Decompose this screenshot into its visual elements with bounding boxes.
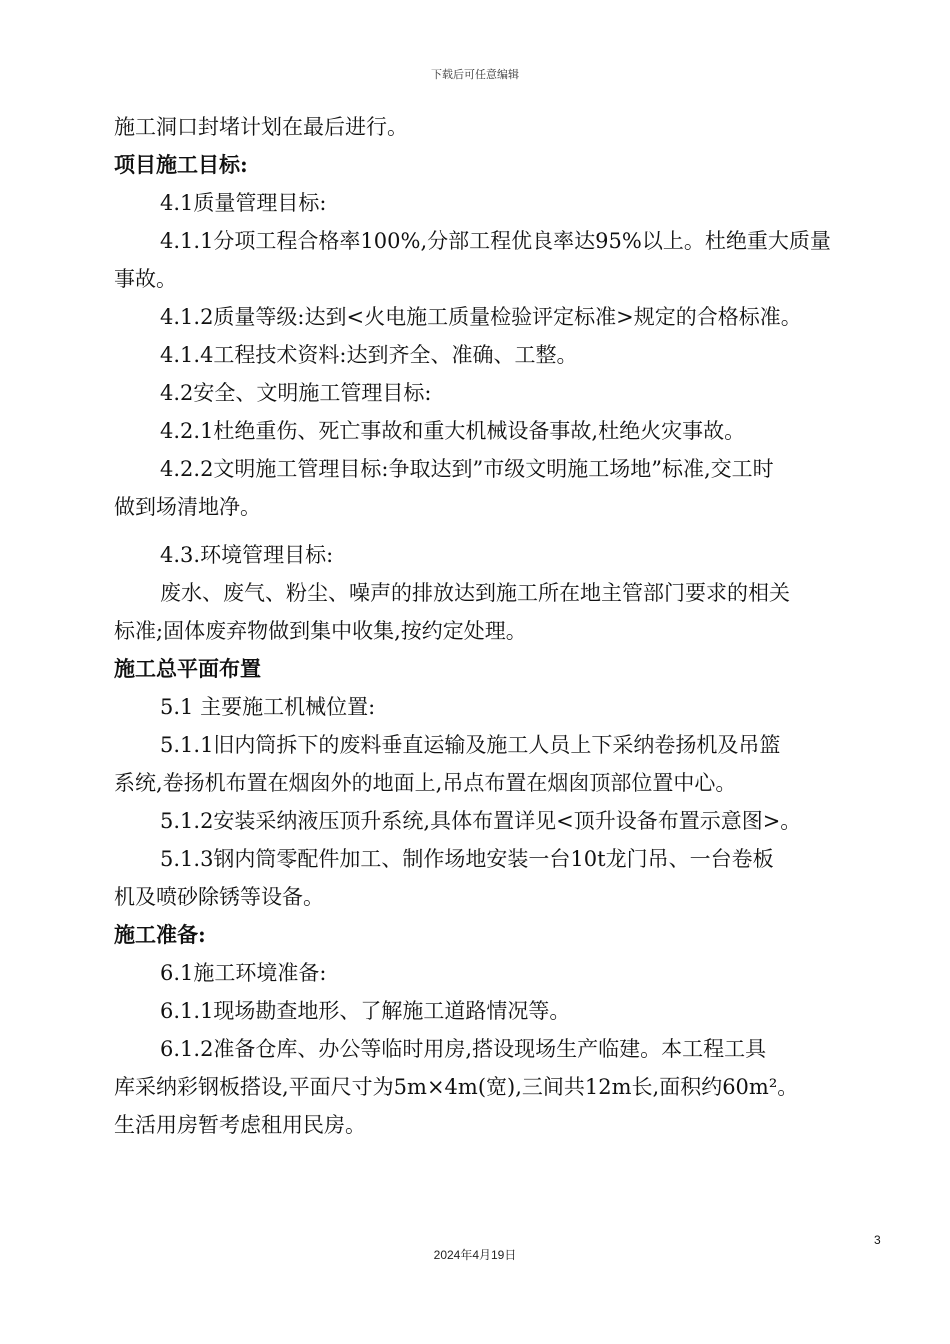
paragraph-line: 5.1.2安装采纳液压顶升系统,具体布置详见<顶升设备布置示意图>。 xyxy=(160,809,802,833)
paragraph-line: 做到场清地净。 xyxy=(114,495,261,519)
paragraph-line: 4.2.1杜绝重伤、死亡事故和重大机械设备事故,杜绝火灾事故。 xyxy=(160,419,746,443)
paragraph-line: 5.1.3钢内筒零配件加工、制作场地安装一台10t龙门吊、一台卷板 xyxy=(160,847,774,871)
paragraph-line: 库采纳彩钢板搭设,平面尺寸为5m×4m(宽),三间共12m长,面积约60m²。 xyxy=(114,1075,799,1099)
paragraph-line: 6.1.1现场勘查地形、了解施工道路情况等。 xyxy=(160,999,571,1023)
subsection-heading: 4.2安全、文明施工管理目标: xyxy=(160,381,432,405)
paragraph-line: 机及喷砂除锈等设备。 xyxy=(114,885,324,909)
paragraph-line: 生活用房暂考虑租用民房。 xyxy=(114,1113,366,1137)
paragraph-spacer xyxy=(114,526,884,536)
page-number: 3 xyxy=(874,1233,881,1247)
subsection-heading: 5.1 主要施工机械位置: xyxy=(160,695,376,719)
section-heading: 项目施工目标: xyxy=(114,152,248,177)
paragraph-line: 4.1.4工程技术资料:达到齐全、准确、工整。 xyxy=(160,343,578,367)
page-footer-date: 2024年4月19日 xyxy=(433,1248,517,1262)
paragraph-line: 4.2.2文明施工管理目标:争取达到”市级文明施工场地”标准,交工时 xyxy=(160,457,774,481)
paragraph-line: 4.1.2质量等级:达到<火电施工质量检验评定标准>规定的合格标准。 xyxy=(160,305,802,329)
subsection-heading: 4.1质量管理目标: xyxy=(160,191,327,215)
section-heading: 施工准备: xyxy=(114,922,206,947)
paragraph-line: 施工洞口封堵计划在最后进行。 xyxy=(114,115,408,139)
paragraph-line: 事故。 xyxy=(114,267,177,291)
paragraph-line: 废水、废气、粉尘、噪声的排放达到施工所在地主管部门要求的相关 xyxy=(160,581,790,605)
subsection-heading: 6.1施工环境准备: xyxy=(160,961,327,985)
document-body xyxy=(114,108,884,1144)
paragraph-line: 系统,卷扬机布置在烟囱外的地面上,吊点布置在烟囱顶部位置中心。 xyxy=(114,771,737,795)
paragraph-line: 5.1.1旧内筒拆下的废料垂直运输及施工人员上下采纳卷扬机及吊篮 xyxy=(160,733,781,757)
page-header: 下载后可任意编辑 xyxy=(431,68,519,81)
paragraph-line: 标准;固体废弃物做到集中收集,按约定处理。 xyxy=(114,619,527,643)
subsection-heading: 4.3.环境管理目标: xyxy=(160,543,334,567)
paragraph-line: 4.1.1分项工程合格率100%,分部工程优良率达95%以上。杜绝重大质量 xyxy=(160,229,831,253)
section-heading: 施工总平面布置 xyxy=(114,656,261,681)
paragraph-line: 6.1.2准备仓库、办公等临时用房,搭设现场生产临建。本工程工具 xyxy=(160,1037,767,1061)
